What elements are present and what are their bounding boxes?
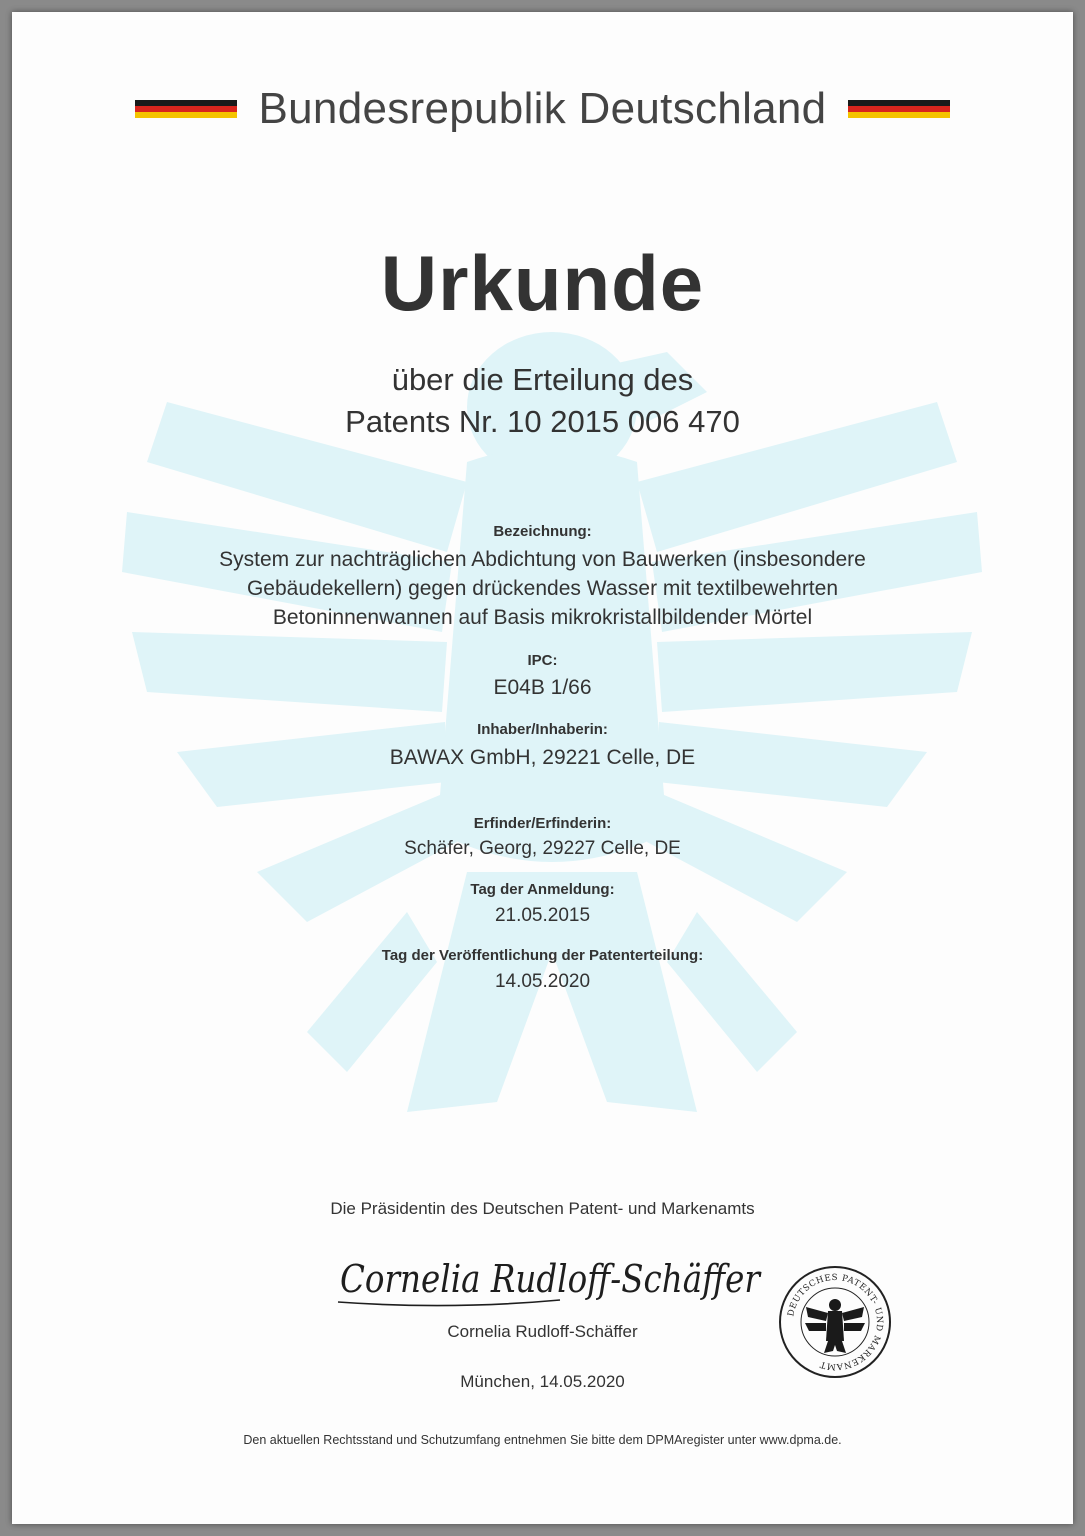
signatory-name: Cornelia Rudloff-Schäffer [447, 1322, 638, 1341]
publication-label: Tag der Veröffentlichung der Patenterteilung: [381, 947, 704, 964]
designation-line-2: Gebäudekellern) gegen drückendes Wasser mit textilbewehrten [246, 577, 839, 600]
signature-image [330, 1244, 770, 1314]
svg-text:DEUTSCHES PATENT- UND MARKENAM: DEUTSCHES PATENT- UND MARKENAMT [786, 1272, 885, 1372]
designation-label: Bezeichnung: [493, 523, 592, 540]
president-line: Die Präsidentin des Deutschen Patent- und Markenamts [330, 1199, 755, 1218]
certificate-sheet [12, 12, 1073, 1524]
german-flag-icon-left [135, 100, 237, 118]
certificate-title: Urkunde [380, 239, 705, 327]
german-flag-icon-right [848, 100, 950, 118]
ipc-value: E04B 1/66 [493, 676, 592, 699]
filing-date-value: 21.05.2015 [494, 905, 591, 926]
certificate-subtitle-line1: über die Erteilung des [391, 362, 694, 397]
legal-disclaimer: Den aktuellen Rechtsstand und Schutzumfang entnehmen Sie bitte dem DPMAregister unter www.dpma.de. [243, 1433, 842, 1447]
filing-date-label: Tag der Anmeldung: [470, 881, 615, 898]
dpma-seal-icon [778, 1265, 892, 1379]
inventor-value: Schäfer, Georg, 29227 Celle, DE [404, 838, 681, 859]
designation-line-1: System zur nachträglichen Abdichtung von Bauwerken (insbesondere [219, 548, 866, 571]
publication-value: 14.05.2020 [494, 971, 591, 992]
patent-number: Patents Nr. 10 2015 006 470 [345, 404, 740, 439]
svg-text:Cornelia Rudloff-Schäffer: Cornelia Rudloff-Schäffer [340, 1257, 763, 1301]
ipc-label: IPC: [527, 652, 558, 669]
inventor-label: Erfinder/Erfinderin: [473, 815, 612, 832]
document-header [12, 84, 1073, 134]
place-and-date: München, 14.05.2020 [460, 1372, 625, 1391]
holder-value: BAWAX GmbH, 29221 Celle, DE [389, 746, 696, 769]
holder-label: Inhaber/Inhaberin: [477, 721, 608, 738]
country-title: Bundesrepublik Deutschland [258, 84, 827, 133]
designation-line-3: Betoninnenwannen auf Basis mikrokristallbildender Mörtel [272, 606, 813, 629]
